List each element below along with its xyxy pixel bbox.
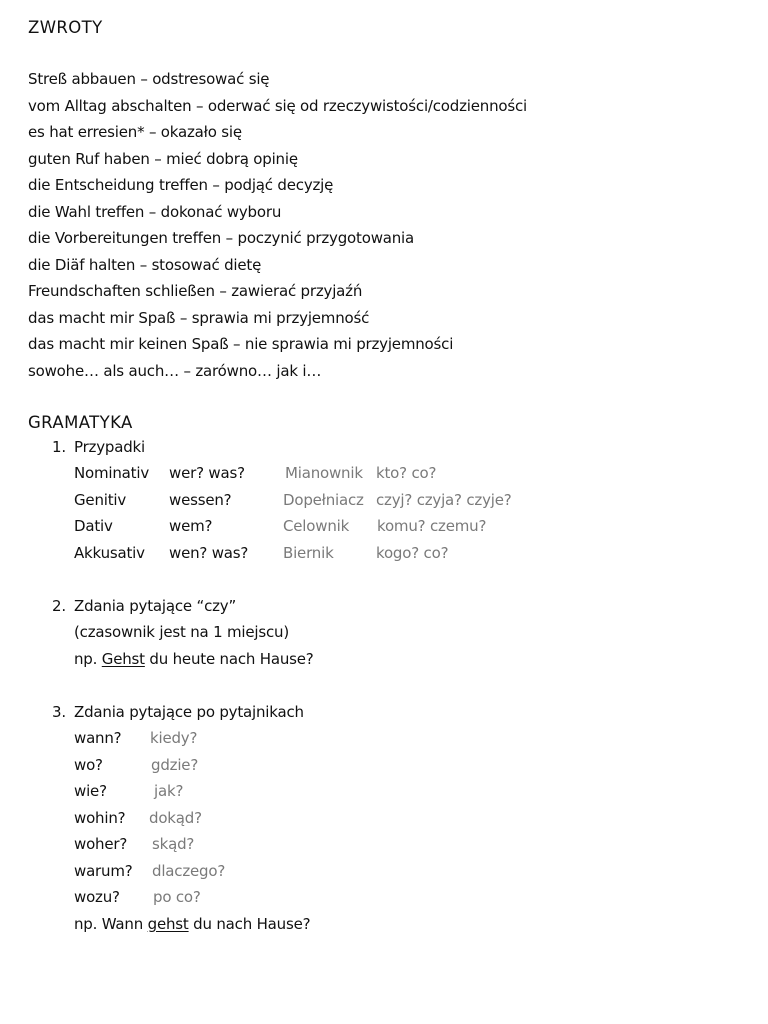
case-question-de: wer? was? — [169, 464, 245, 482]
phrase-line: es hat erresien* – okazało się — [28, 123, 242, 141]
grammar-heading: GRAMATYKA — [28, 413, 133, 432]
list-number: 2. — [52, 597, 66, 615]
phrases-heading: ZWROTY — [28, 18, 103, 37]
case-pl: Dopełniacz — [283, 491, 364, 509]
question-word-pl: skąd? — [152, 835, 195, 853]
case-pl: Mianownik — [285, 464, 363, 482]
question-word-de: wozu? — [74, 888, 120, 906]
wh-example — [74, 914, 310, 934]
question-word-pl: dlaczego? — [152, 862, 226, 880]
phrase-line: vom Alltag abschalten – oderwać się od rzeczywistości/codzienności — [28, 97, 527, 115]
question-word-pl: jak? — [154, 782, 184, 800]
phrase-line: Streß abbauen – odstresować się — [28, 70, 270, 88]
question-word-pl: gdzie? — [151, 756, 199, 774]
question-word-pl: dokąd? — [149, 809, 202, 827]
case-de: Nominativ — [74, 464, 150, 482]
phrase-line: guten Ruf haben – mieć dobrą opinię — [28, 150, 298, 168]
case-question-pl: czyj? czyja? czyje? — [376, 491, 512, 509]
example-verb: gehst — [147, 915, 189, 933]
question-word-pl: kiedy? — [150, 729, 198, 747]
phrase-line: die Wahl treffen – dokonać wyboru — [28, 203, 282, 221]
question-word-de: wann? — [74, 729, 122, 747]
phrase-line: die Diäf halten – stosować dietę — [28, 256, 262, 274]
phrase-line: die Entscheidung treffen – podjąć decyzję — [28, 176, 334, 194]
example-prefix: np. — [74, 650, 98, 668]
question-word-de: warum? — [74, 862, 133, 880]
question-word-de: wo? — [74, 756, 103, 774]
case-question-pl: kto? co? — [376, 464, 437, 482]
case-de: Akkusativ — [74, 544, 145, 562]
cases-title: Przypadki — [74, 438, 145, 456]
phrase-line: das macht mir Spaß – sprawia mi przyjemność — [28, 309, 370, 327]
question-word-de: wohin? — [74, 809, 126, 827]
yes-no-example — [74, 649, 314, 669]
phrase-line: das macht mir keinen Spaß – nie sprawia mi przyjemności — [28, 335, 454, 353]
case-question-pl: komu? czemu? — [377, 517, 487, 535]
example-rest: du nach Hause? — [193, 915, 311, 933]
question-word-de: woher? — [74, 835, 128, 853]
yes-no-title: Zdania pytające “czy” — [74, 597, 237, 615]
case-pl: Celownik — [283, 517, 350, 535]
case-pl: Biernik — [283, 544, 334, 562]
case-de: Genitiv — [74, 491, 127, 509]
example-rest: du heute nach Hause? — [149, 650, 314, 668]
list-number: 1. — [52, 438, 66, 456]
phrase-line: sowohe… als auch… – zarówno… jak i… — [28, 362, 322, 380]
case-question-de: wem? — [169, 517, 213, 535]
question-word-pl: po co? — [153, 888, 201, 906]
wh-title: Zdania pytające po pytajnikach — [74, 703, 304, 721]
example-verb: Gehst — [101, 650, 145, 668]
phrase-line: die Vorbereitungen treffen – poczynić przygotowania — [28, 229, 415, 247]
phrase-line: Freundschaften schließen – zawierać przyjaźń — [28, 282, 363, 300]
case-question-de: wen? was? — [169, 544, 249, 562]
yes-no-note: (czasownik jest na 1 miejscu) — [74, 623, 289, 641]
case-de: Dativ — [74, 517, 113, 535]
question-word-de: wie? — [74, 782, 107, 800]
case-question-de: wessen? — [169, 491, 232, 509]
case-question-pl: kogo? co? — [376, 544, 449, 562]
list-number: 3. — [52, 703, 66, 721]
example-prefix: np. Wann — [74, 915, 144, 933]
